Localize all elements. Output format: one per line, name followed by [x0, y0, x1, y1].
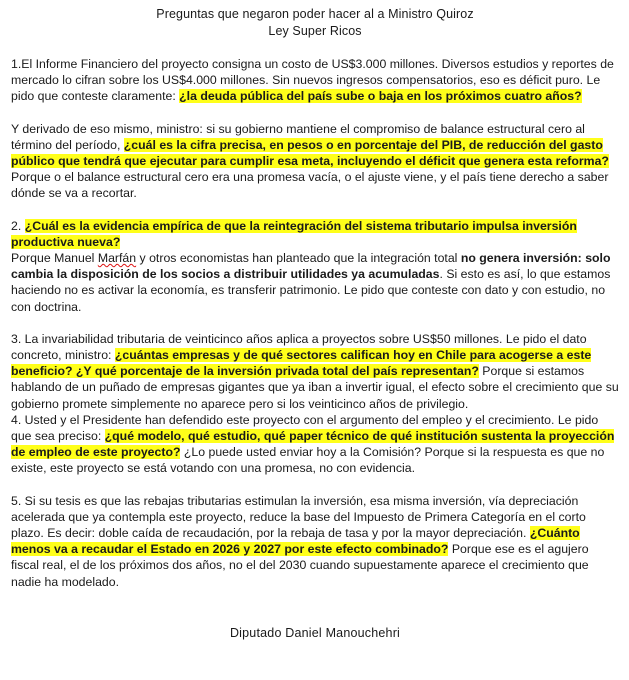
question-1b-highlight: ¿cuál es la cifra precisa, en pesos o en porcentaje del PIB, de reducción del gasto público que tendrá que ejecutar para cumplir esa meta, incluyendo el déficit que genera esta reforma?: [11, 137, 609, 169]
question-4-tail: ¿Lo puede usted enviar hoy a la Comisión? Porque si la respuesta es que no existe, este proyecto se está votando con una promesa, no con evidencia.: [11, 445, 605, 476]
question-3-highlight: ¿cuántas empresas y de qué sectores califican hoy en Chile para acogerse a este beneficio? ¿Y qué porcentaje de la inversión privada total del país representan?: [11, 348, 592, 379]
question-5: [11, 493, 619, 590]
question-2: [11, 218, 619, 315]
question-2-name: Marfán: [97, 251, 137, 266]
question-2-number: 2.: [11, 218, 25, 233]
question-3: [11, 331, 619, 412]
question-3-lead: 3. La invariabilidad tributaria de veinticinco años aplica a proyectos sobre US$50 millones. Le pido el dato concreto, ministro:: [11, 331, 587, 363]
question-1-lead: 1.El Informe Financiero del proyecto consigna un costo de US$3.000 millones. Diversos estudios y reportes de mercado lo cifran sobre los US$4.000 millones. Sin nuevos ingresos compensatorios, eso es déficit puro. Le pido que conteste claramente:: [11, 57, 614, 104]
question-4: [11, 412, 619, 477]
question-2-highlight: ¿Cuál es la evidencia empírica de que la reintegración del sistema tributario impulsa inversión productiva nueva?: [11, 218, 577, 249]
question-1b-tail: Porque o el balance estructural cero era una promesa vacía, o el ajuste viene, y el país tiene derecho a saber dónde se va a recortar.: [11, 170, 609, 201]
question-1b-lead: Y derivado de eso mismo, ministro: si su gobierno mantiene el compromiso de balance estructural cero al término del período,: [11, 121, 585, 152]
question-4-highlight: ¿qué modelo, qué estudio, qué paper técnico de qué institución sustenta la proyección de empleo de este proyecto?: [11, 429, 615, 460]
question-5-lead: 5. Si su tesis es que las rebajas tributarias estimulan la inversión, esa misma inversión, vía depreciación acelerada que ya contempla este proyecto, reduce la base del Impuesto de Primera Categoría en el corto plazo. Es decir: doble caída de recaudación, por la rebaja de tasa y por la mayor depreciación.: [11, 493, 586, 541]
question-3-tail: Porque si estamos hablando de un puñado de empresas gigantes que ya iban a invertir igual, el efecto sobre el crecimiento que su gobierno promete simplemente no aparece pero si los veinticinco años de privilegio.: [11, 364, 619, 411]
question-5-tail: Porque ese es el agujero fiscal real, el de los próximos dos años, no el del 2030 cuando supuestamente aparece el crecimiento que nadie ha modelado.: [11, 542, 589, 589]
question-5-highlight: ¿Cuánto menos va a recaudar el Estado en 2026 y 2027 por este efecto combinado?: [11, 526, 580, 557]
question-4-lead: 4. Usted y el Presidente han defendido este proyecto con el argumento del empleo y el crecimiento. Le pido que sea preciso:: [11, 412, 599, 444]
question-1-highlight: ¿la deuda pública del país sube o baja en los próximos cuatro años?: [179, 89, 582, 104]
document-subtitle: Ley Super Ricos: [268, 24, 362, 38]
document-header: [11, 6, 619, 40]
question-2-lead: Porque Manuel: [11, 251, 98, 266]
question-2-mid: y otros economistas han planteado que la integración total: [136, 251, 461, 266]
question-1b: [11, 121, 619, 202]
signature: Diputado Daniel Manouchehri: [229, 625, 401, 640]
question-2-tail: . Si esto es así, lo que estamos haciendo no es activar la economía, es transferir patrimonio. Le pido que conteste con dato y con estudio, no con doctrina.: [11, 267, 611, 314]
question-2-bold: no genera inversión: solo cambia la disposición de los socios a distribuir utilidades ya acumuladas: [11, 251, 611, 282]
question-1: [11, 56, 619, 105]
document-title: Preguntas que negaron poder hacer al a Ministro Quiroz: [156, 7, 474, 21]
